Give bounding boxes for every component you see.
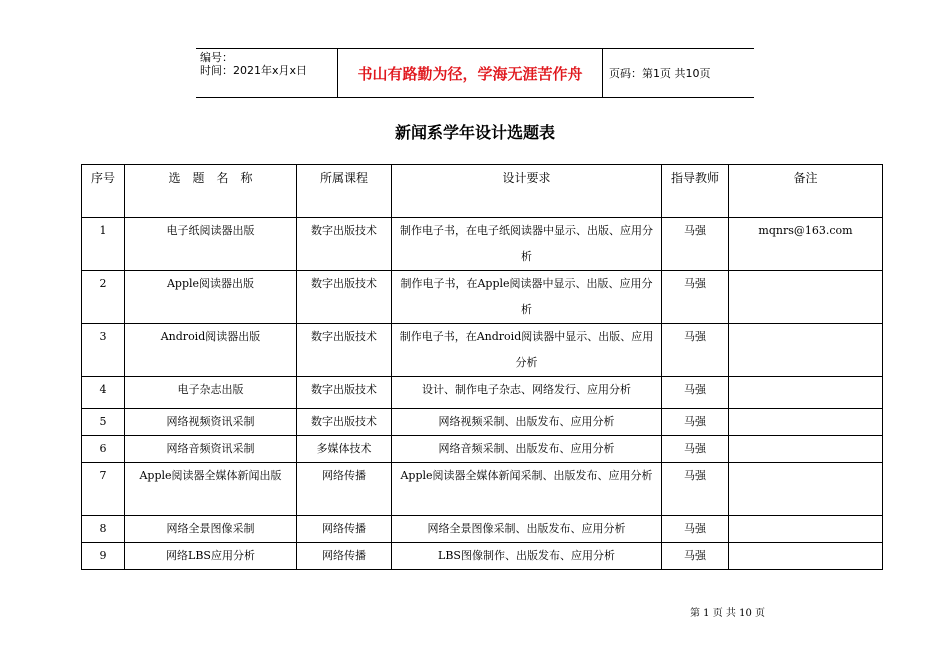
cell-requirement: 网络音频采制、出版发布、应用分析 bbox=[392, 436, 662, 463]
table-row bbox=[82, 463, 883, 516]
table-row bbox=[82, 436, 883, 463]
header-meta bbox=[196, 49, 338, 97]
header-teacher: 指导教师 bbox=[662, 165, 729, 218]
table-body bbox=[82, 218, 883, 570]
cell-topic: 网络音频资讯采制 bbox=[125, 436, 297, 463]
cell-topic: 电子纸阅读器出版 bbox=[125, 218, 297, 271]
table-row bbox=[82, 324, 883, 377]
cell-note bbox=[729, 377, 883, 409]
cell-no: 3 bbox=[82, 324, 125, 377]
header-no: 序号 bbox=[82, 165, 125, 218]
cell-no: 4 bbox=[82, 377, 125, 409]
cell-course: 数字出版技术 bbox=[297, 218, 392, 271]
cell-teacher: 马强 bbox=[662, 516, 729, 543]
header-page-info: 页码：第1页 共10页 bbox=[609, 67, 711, 80]
cell-note bbox=[729, 409, 883, 436]
cell-requirement: 设计、制作电子杂志、网络发行、应用分析 bbox=[392, 377, 662, 409]
page-header bbox=[196, 48, 754, 98]
cell-note: mqnrs@163.com bbox=[729, 218, 883, 271]
header-requirement: 设计要求 bbox=[392, 165, 662, 218]
cell-topic: Apple阅读器全媒体新闻出版 bbox=[125, 463, 297, 516]
cell-no: 1 bbox=[82, 218, 125, 271]
cell-teacher: 马强 bbox=[662, 543, 729, 570]
document-title: 新闻系学年设计选题表 bbox=[394, 123, 555, 142]
page-footer: 第 1 页 共 10 页 bbox=[690, 608, 765, 619]
cell-note bbox=[729, 271, 883, 324]
cell-course: 网络传播 bbox=[297, 463, 392, 516]
header-motto: 书山有路勤为径，学海无涯苦作舟 bbox=[338, 49, 603, 97]
cell-requirement: 网络视频采制、出版发布、应用分析 bbox=[392, 409, 662, 436]
topic-table bbox=[81, 164, 883, 570]
table-row bbox=[82, 377, 883, 409]
header-topic: 选 题 名 称 bbox=[125, 165, 297, 218]
cell-course: 多媒体技术 bbox=[297, 436, 392, 463]
cell-note bbox=[729, 436, 883, 463]
table-row bbox=[82, 543, 883, 570]
cell-requirement: 网络全景图像采制、出版发布、应用分析 bbox=[392, 516, 662, 543]
cell-no: 6 bbox=[82, 436, 125, 463]
table-row bbox=[82, 409, 883, 436]
time-label: 时间：2021年x月x日 bbox=[200, 64, 308, 77]
cell-teacher: 马强 bbox=[662, 409, 729, 436]
cell-teacher: 马强 bbox=[662, 271, 729, 324]
table-header-row bbox=[82, 165, 883, 218]
cell-topic: Android阅读器出版 bbox=[125, 324, 297, 377]
cell-teacher: 马强 bbox=[662, 324, 729, 377]
cell-teacher: 马强 bbox=[662, 377, 729, 409]
cell-requirement: 制作电子书，在Apple阅读器中显示、出版、应用分析 bbox=[392, 271, 662, 324]
cell-topic: 网络LBS应用分析 bbox=[125, 543, 297, 570]
cell-note bbox=[729, 463, 883, 516]
table-row bbox=[82, 271, 883, 324]
cell-requirement: Apple阅读器全媒体新闻采制、出版发布、应用分析 bbox=[392, 463, 662, 516]
cell-course: 网络传播 bbox=[297, 516, 392, 543]
header-course: 所属课程 bbox=[297, 165, 392, 218]
cell-topic: 网络全景图像采制 bbox=[125, 516, 297, 543]
cell-no: 8 bbox=[82, 516, 125, 543]
cell-teacher: 马强 bbox=[662, 436, 729, 463]
cell-no: 7 bbox=[82, 463, 125, 516]
cell-no: 5 bbox=[82, 409, 125, 436]
table-row bbox=[82, 218, 883, 271]
cell-teacher: 马强 bbox=[662, 463, 729, 516]
cell-requirement: LBS图像制作、出版发布、应用分析 bbox=[392, 543, 662, 570]
cell-topic: Apple阅读器出版 bbox=[125, 271, 297, 324]
cell-topic: 网络视频资讯采制 bbox=[125, 409, 297, 436]
cell-requirement: 制作电子书，在Android阅读器中显示、出版、应用分析 bbox=[392, 324, 662, 377]
cell-requirement: 制作电子书，在电子纸阅读器中显示、出版、应用分析 bbox=[392, 218, 662, 271]
cell-teacher: 马强 bbox=[662, 218, 729, 271]
cell-note bbox=[729, 516, 883, 543]
header-note: 备注 bbox=[729, 165, 883, 218]
cell-course: 网络传播 bbox=[297, 543, 392, 570]
cell-course: 数字出版技术 bbox=[297, 377, 392, 409]
cell-topic: 电子杂志出版 bbox=[125, 377, 297, 409]
cell-note bbox=[729, 324, 883, 377]
cell-note bbox=[729, 543, 883, 570]
cell-course: 数字出版技术 bbox=[297, 409, 392, 436]
number-label: 编号： bbox=[200, 51, 233, 64]
cell-no: 9 bbox=[82, 543, 125, 570]
table-row bbox=[82, 516, 883, 543]
cell-course: 数字出版技术 bbox=[297, 271, 392, 324]
cell-course: 数字出版技术 bbox=[297, 324, 392, 377]
cell-no: 2 bbox=[82, 271, 125, 324]
